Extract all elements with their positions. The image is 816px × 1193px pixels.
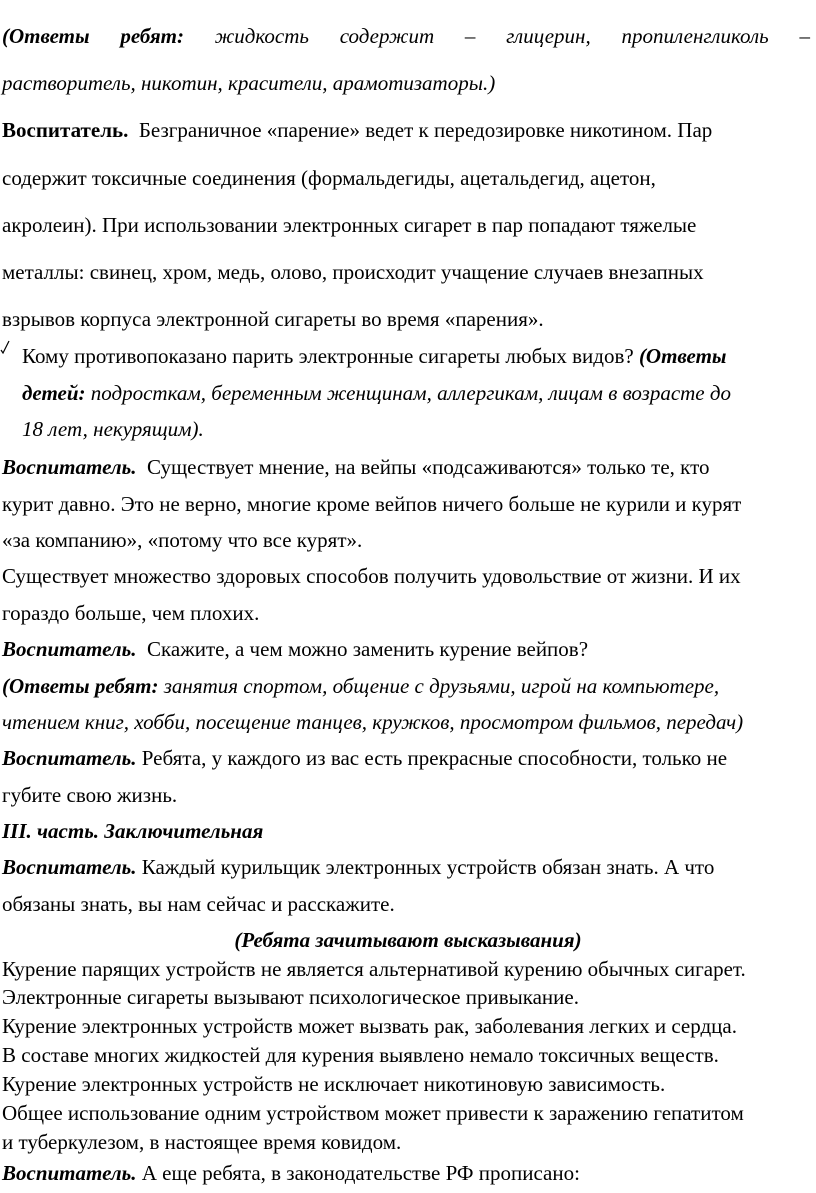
paragraph-line: обязаны знать, вы нам сейчас и расскажите. — [2, 892, 395, 916]
speaker-label: Воспитатель. — [2, 855, 137, 879]
text: А еще ребята, в законодательстве РФ прописано: — [136, 1161, 580, 1185]
paragraph-line: губите свою жизнь. — [2, 783, 178, 807]
answers-text: занятия спортом, общение с друзьями, игрой на компьютере, — [158, 674, 720, 698]
answers-label: детей: — [22, 381, 86, 405]
answers-line-2: растворитель, никотин, красители, арамотизаторы.) — [2, 71, 496, 95]
statement-line: Курение парящих устройств не является альтернативой курению обычных сигарет. — [2, 957, 746, 981]
answers-line-1 — [2, 24, 810, 48]
paragraph-line: Существует множество здоровых способов получить удовольствие от жизни. И их — [2, 564, 741, 588]
paragraph-line — [2, 746, 727, 770]
text: Существует мнение, на вейпы «подсаживаются» только те, кто — [136, 455, 710, 479]
answers-label-word-2: ребят: — [120, 24, 184, 48]
speaker-label: Воспитатель. — [2, 637, 137, 661]
paragraph-line: металлы: свинец, хром, медь, олово, происходит учащение случаев внезапных — [2, 260, 704, 284]
answers-word: содержит — [339, 24, 435, 48]
text: Скажите, а чем можно заменить курение вейпов? — [136, 637, 589, 661]
text: Безграничное «парение» ведет к передозировке никотином. Пар — [138, 118, 713, 142]
statement-line: В составе многих жидкостей для курения выявлено немало токсичных веществ. — [2, 1043, 719, 1067]
answers-word: жидкость — [214, 24, 309, 48]
speaker-label: Воспитатель. — [2, 455, 137, 479]
paragraph-line: чтением книг, хобби, посещение танцев, кружков, просмотром фильмов, передач) — [2, 710, 744, 734]
section-title: III. часть. Заключительная — [2, 819, 264, 843]
answers-word: пропиленгликоль — [621, 24, 769, 48]
text: Ребята, у каждого из вас есть прекрасные способности, только не — [136, 746, 728, 770]
answers-word: глицерин, — [506, 24, 591, 48]
paragraph-line: содержит токсичные соединения (формальдегиды, ацетальдегид, ацетон, — [2, 166, 656, 190]
speaker-label: Воспитатель. — [2, 1161, 137, 1185]
answers-word: – — [464, 24, 476, 48]
bullet-line-1 — [22, 344, 727, 368]
statement-line: Общее использование одним устройством может привести к заражению гепатитом — [2, 1101, 744, 1125]
paragraph-line: курит давно. Это не верно, многие кроме вейпов ничего больше не курили и курят — [2, 492, 742, 516]
answers-label-word-1: (Ответы — [2, 24, 90, 48]
speaker-label: Воспитатель. — [2, 118, 129, 142]
answers-label: (Ответы ребят: — [2, 674, 159, 698]
answers-word: – — [799, 24, 810, 48]
paragraph-line: гораздо больше, чем плохих. — [2, 601, 260, 625]
paragraph-line: «за компанию», «потому что все курят». — [2, 528, 363, 552]
paragraph-line — [2, 1161, 580, 1185]
paragraph-line — [2, 118, 712, 142]
answers-label: (Ответы — [638, 344, 727, 368]
checkmark-icon — [0, 340, 10, 354]
statement-line: и туберкулезом, в настоящее время ковидом. — [2, 1130, 402, 1154]
statement-line: Курение электронных устройств не исключает никотиновую зависимость. — [2, 1072, 666, 1096]
paragraph-line: взрывов корпуса электронной сигареты во время «парения». — [2, 307, 544, 331]
speaker-label: Воспитатель. — [2, 746, 137, 770]
paragraph-line — [2, 455, 709, 479]
paragraph-line: акролеин). При использовании электронных сигарет в пар попадают тяжелые — [2, 213, 697, 237]
bullet-text: Кому противопоказано парить электронные сигареты любых видов? — [22, 344, 639, 368]
paragraph-line — [2, 674, 719, 698]
bullet-line-3: 18 лет, некурящим). — [22, 417, 204, 441]
paragraph-line — [2, 855, 714, 879]
answers-text: подросткам, беременным женщинам, аллергикам, лицам в возрасте до — [85, 381, 731, 405]
statement-line: Электронные сигареты вызывают психологическое привыкание. — [2, 985, 579, 1009]
paragraph-line — [2, 637, 588, 661]
text: Каждый курильщик электронных устройств обязан знать. А что — [136, 855, 715, 879]
statements-heading: (Ребята зачитывают высказывания) — [234, 928, 582, 952]
bullet-line-2 — [22, 381, 731, 405]
statement-line: Курение электронных устройств может вызвать рак, заболевания легких и сердца. — [2, 1014, 737, 1038]
